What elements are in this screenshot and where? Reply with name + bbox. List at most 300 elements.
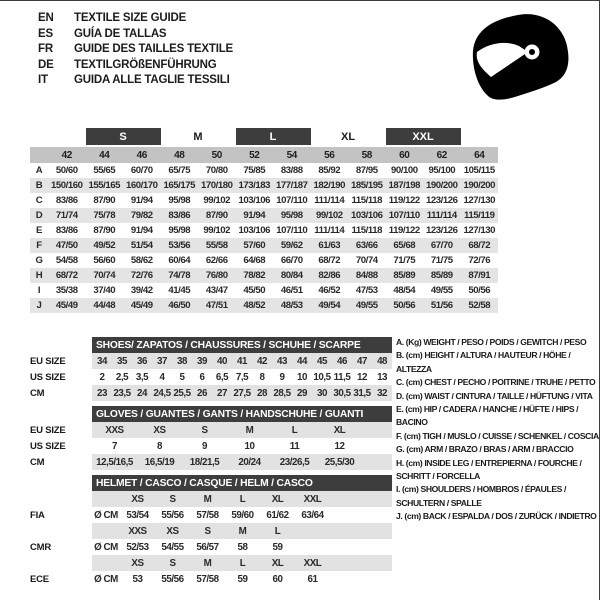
size-cell: 23,5 [112, 385, 132, 401]
measurement-cell: 64/68 [243, 255, 266, 266]
measurement-cell: 37/40 [93, 285, 116, 296]
legend-item: D. (cm) WAIST / CINTURA / TAILLE / HÜFTUNG / VITA [396, 390, 593, 401]
measurement-row [30, 223, 498, 238]
measurement-cell: 71/75 [430, 255, 453, 266]
measurement-cell: 83/86 [55, 195, 78, 206]
measurement-cell: 70/74 [355, 255, 378, 266]
size-group-xl: XL [311, 128, 386, 146]
measurement-cell: 45/50 [243, 285, 266, 296]
legend-item: E. (cm) HIP / CADERA / HANCHE / HÜFTE / HIPS / BACINO [396, 404, 579, 428]
measurement-cell: 47/53 [355, 285, 378, 296]
unit-spacer [92, 555, 120, 571]
measurement-cell: 111/114 [314, 195, 345, 206]
helmet-size-header: XL [260, 491, 295, 507]
size-cell: 11,5 [333, 371, 351, 383]
size-cell: 16,5/19 [137, 454, 182, 470]
helmet-size-cell: 61/62 [266, 509, 289, 521]
measurement-cell: 67/70 [423, 238, 461, 253]
measurement-cell: 83/88 [280, 165, 303, 176]
size-group-s: S [86, 128, 161, 146]
legend-item: I. (cm) SHOULDERS / HOMBROS / ÉPAULES / SCHULTERN / SPALLE [396, 484, 566, 508]
helmet-size-cell: 52/53 [126, 541, 149, 553]
measurement-cell: 55/65 [93, 165, 116, 176]
filler-cell [362, 454, 392, 470]
size-number-row [30, 146, 498, 163]
helmet-size-cell: 59 [237, 573, 248, 585]
row-label: US SIZE [30, 440, 66, 452]
group-spacer [30, 128, 86, 146]
measurement-cell: 127/130 [463, 195, 496, 206]
row-letter: A [35, 165, 43, 176]
measurement-cell: 190/200 [423, 178, 461, 193]
measurement-cell: 51/56 [423, 298, 461, 313]
measurement-cell: 170/180 [198, 178, 236, 193]
measurement-cell: 50/56 [468, 285, 491, 296]
language-row [38, 73, 233, 89]
row-label: CM [30, 387, 45, 399]
size-cell: 20/24 [227, 454, 272, 470]
size-cell: 5 [179, 371, 185, 383]
size-group-m: M [161, 128, 236, 146]
measurement-cell: 51/54 [123, 238, 161, 253]
helmet-size-header-row [30, 523, 392, 539]
measurement-row [30, 193, 498, 208]
size-cell: 35 [112, 353, 132, 369]
measurement-cell: 44/48 [86, 298, 124, 313]
measurement-cell: 74/78 [161, 268, 199, 283]
row-letter: I [37, 285, 41, 296]
measurement-cell: 52/58 [461, 298, 499, 313]
helmet-size-cell: 63/64 [301, 509, 324, 521]
measurement-cell: 123/126 [426, 225, 458, 236]
label-spacer [30, 337, 92, 353]
size-cell: 43 [272, 353, 292, 369]
size-cell: 40 [212, 353, 232, 369]
measurement-cell: 72/76 [468, 255, 491, 266]
language-code: DE [38, 58, 54, 71]
size-cell: XS [137, 422, 182, 438]
size-header: 62 [423, 146, 461, 163]
measurement-cell: 91/94 [130, 195, 153, 206]
size-cell: M [227, 422, 272, 438]
helmet-size-cell: 55/56 [161, 573, 184, 585]
size-cell: S [182, 422, 227, 438]
size-cell: L [272, 422, 317, 438]
language-row [38, 11, 233, 27]
gloves-size-table [30, 406, 392, 470]
row-letter: C [35, 195, 43, 206]
measurement-cell: 54/58 [55, 255, 78, 266]
standard-label: FIA [30, 509, 45, 521]
size-cell: 34 [92, 353, 112, 369]
measurement-cell: 85/89 [423, 268, 461, 283]
size-cell: 27,5 [232, 385, 252, 401]
size-header: 52 [236, 146, 274, 163]
measurement-cell: 99/102 [203, 225, 231, 236]
measurement-cell: 82/86 [311, 268, 349, 283]
size-header: 54 [273, 146, 311, 163]
measurement-cell: 83/86 [161, 208, 199, 223]
size-cell: 44 [292, 353, 312, 369]
size-cell: 6,5 [215, 371, 229, 383]
helmet-size-header: XL [260, 555, 295, 571]
size-cell: 26 [192, 385, 212, 401]
measurement-cell: 43/47 [205, 285, 228, 296]
size-cell: 4 [159, 371, 165, 383]
helmet-size-header: XXL [295, 491, 330, 507]
helmet-size-cell: 59 [272, 541, 283, 553]
measurement-cell: 49/55 [430, 285, 453, 296]
helmet-value-row [30, 571, 392, 587]
helmet-size-cell: 55/56 [161, 509, 184, 521]
unit-label: Ø CM [94, 573, 118, 585]
measurement-cell: 95/98 [168, 225, 191, 236]
size-header: 48 [161, 146, 199, 163]
measurement-cell: 91/94 [236, 208, 274, 223]
measurement-row [30, 178, 498, 193]
legend-item: H. (cm) INSIDE LEG / ENTREPIERNA / FOURCHE / SCHRITT / FORCELLA [396, 457, 582, 482]
size-group-l: L [236, 128, 311, 146]
measurement-cell: 87/90 [198, 208, 236, 223]
unit-spacer [92, 523, 120, 539]
helmet-size-header-row [30, 555, 392, 571]
measurement-cell: 99/102 [311, 208, 349, 223]
size-cell: 47 [352, 353, 372, 369]
row-label: US SIZE [30, 371, 66, 383]
measurement-cell: 72/76 [123, 268, 161, 283]
textile-size-table [30, 128, 498, 313]
measurement-cell: 111/114 [423, 208, 461, 223]
measurement-cell: 107/110 [276, 225, 308, 236]
measurement-cell: 60/64 [168, 255, 191, 266]
language-row [38, 42, 233, 58]
size-cell: 39 [192, 353, 212, 369]
measurement-cell: 60/70 [130, 165, 153, 176]
legend-item: C. (cm) CHEST / PECHO / POITRINE / TRUHE / PETTO [396, 377, 596, 388]
table-title-row [30, 475, 392, 491]
legend-item: J. (cm) BACK / ESPALDA / DOS / ZURÜCK / INDIETRO [396, 511, 597, 522]
measurement-cell: 58/62 [130, 255, 153, 266]
measurement-cell: 59/62 [273, 238, 311, 253]
measurement-cell: 105/115 [463, 165, 495, 176]
size-header: 42 [48, 146, 86, 163]
size-cell: 30 [312, 385, 332, 401]
filler-cell [330, 571, 392, 587]
language-row [38, 27, 233, 43]
measurement-cell: 115/118 [351, 225, 383, 236]
helmet-size-table-body [30, 475, 392, 587]
measurement-cell: 70/74 [86, 268, 124, 283]
row-letter: H [30, 268, 48, 283]
measurement-cell: 90/100 [390, 165, 418, 176]
measurement-cell: 47/51 [198, 298, 236, 313]
size-cell: XL [317, 422, 362, 438]
label-spacer [30, 406, 92, 422]
measurement-cell: 46/51 [280, 285, 303, 296]
helmet-size-cell: 57/58 [196, 509, 219, 521]
measurement-cell: 48/54 [393, 285, 416, 296]
filler-cell [362, 438, 392, 454]
gloves-size-table-body [30, 406, 392, 470]
row-label: CM [30, 456, 45, 468]
filler-cell [330, 555, 392, 571]
measurement-cell: 45/49 [123, 298, 161, 313]
measurement-cell: 75/85 [243, 165, 266, 176]
size-cell: 32 [372, 385, 392, 401]
row-letter: G [35, 255, 43, 266]
helmet-size-header: L [225, 491, 260, 507]
size-cell: 31,5 [352, 385, 372, 401]
size-cell: 38 [172, 353, 192, 369]
legend-item: F. (cm) TIGH / MUSLO / CUISSE / SCHENKEL / COSCIA [396, 430, 599, 441]
language-row [38, 58, 233, 74]
row-letter: B [30, 178, 48, 193]
size-cell: 23/26,5 [272, 454, 317, 470]
helmet-size-header-row [30, 491, 392, 507]
language-code: EN [38, 12, 54, 24]
shoes-size-row [30, 369, 392, 385]
measurement-cell: 62/66 [205, 255, 228, 266]
size-cell: 7 [112, 440, 117, 452]
size-cell: 7,5 [235, 371, 249, 383]
guide-title: TEXTILGRÖßENFÜHRUNG [74, 58, 217, 71]
measurement-cell: 78/82 [236, 268, 274, 283]
measurement-cell: 68/72 [461, 238, 499, 253]
measurement-cell: 87/90 [93, 225, 116, 236]
row-letter: D [30, 208, 48, 223]
size-cell: 30,5 [332, 385, 352, 401]
size-cell: 48 [372, 353, 392, 369]
helmet-size-table [30, 475, 392, 587]
measurement-cell: 127/130 [463, 225, 496, 236]
size-cell: 9 [202, 440, 207, 452]
legend-item: G. (cm) ARM / BRAZO / BRAS / ARM / BRACCIO [396, 444, 574, 455]
measurement-row [30, 208, 498, 223]
measurement-cell: 83/86 [55, 225, 78, 236]
filler-cell [330, 539, 392, 555]
unit-label: Ø CM [94, 509, 118, 521]
size-cell: 11 [289, 440, 300, 452]
measurement-cell: 66/70 [280, 255, 303, 266]
measurement-cell: 35/38 [55, 285, 78, 296]
measurement-cell: 48/52 [236, 298, 274, 313]
helmet-size-header [295, 523, 330, 539]
shoes-size-table-body [30, 337, 392, 401]
size-cell: 12 [357, 371, 367, 383]
helmet-size-header: M [190, 491, 225, 507]
language-title-block [38, 11, 233, 89]
measurement-cell: 115/118 [351, 195, 383, 206]
shoes-size-row [30, 385, 392, 401]
measurement-cell: 76/80 [198, 268, 236, 283]
guide-title: TEXTILE SIZE GUIDE [74, 12, 187, 24]
measurement-cell: 46/50 [161, 298, 199, 313]
measurement-cell: 173/183 [236, 178, 274, 193]
helmet-title: HELMET / CASCO / CASQUE / HELM / CASCO [92, 475, 392, 491]
measurement-cell: 57/60 [236, 238, 274, 253]
size-cell: 46 [332, 353, 352, 369]
measurement-cell: 123/126 [426, 195, 458, 206]
helmet-size-header: XS [120, 491, 155, 507]
label-spacer [30, 523, 92, 539]
measurement-cell: 107/110 [386, 208, 424, 223]
size-cell: 25,5/30 [317, 454, 362, 470]
gloves-size-row [30, 454, 392, 470]
measurement-legend [396, 336, 600, 524]
size-header: 60 [386, 146, 424, 163]
label-spacer [30, 475, 92, 491]
measurement-cell: 185/195 [348, 178, 386, 193]
measurement-cell: 111/114 [314, 225, 345, 236]
size-cell: 10 [297, 371, 307, 383]
helmet-size-cell: 53 [132, 573, 143, 585]
measurement-cell: 80/84 [273, 268, 311, 283]
helmet-size-cell: 54/55 [161, 541, 184, 553]
measurement-cell: 49/54 [311, 298, 349, 313]
shoes-title: SHOES/ ZAPATOS / CHAUSSURES / SCHUHE / SCARPE [92, 337, 392, 353]
measurement-row [30, 253, 498, 268]
unit-spacer [92, 491, 120, 507]
helmet-size-header: XXL [295, 555, 330, 571]
size-cell: 8 [157, 440, 162, 452]
measurement-cell: 115/119 [461, 208, 499, 223]
helmet-size-cell: 58 [237, 541, 248, 553]
size-cell: 3,5 [135, 371, 149, 383]
measurement-cell: 63/66 [348, 238, 386, 253]
helmet-size-header: S [155, 491, 190, 507]
measurement-cell: 68/72 [318, 255, 341, 266]
measurement-cell: 46/52 [318, 285, 341, 296]
measurement-cell: 68/72 [48, 268, 86, 283]
measurement-cell: 103/106 [238, 225, 271, 236]
measurement-cell: 160/170 [123, 178, 161, 193]
measurement-row [30, 298, 498, 313]
size-cell: 10,5 [313, 371, 331, 383]
table-title-row [30, 337, 392, 353]
measurement-cell: 39/42 [130, 285, 153, 296]
guide-title: GUIDE DES TAILLES TEXTILE [74, 43, 233, 56]
shoes-size-row [30, 353, 392, 369]
helmet-size-header: XXS [120, 523, 155, 539]
measurement-cell: 75/78 [86, 208, 124, 223]
measurement-row [30, 268, 498, 283]
size-cell: 36 [132, 353, 152, 369]
size-cell: 37 [152, 353, 172, 369]
language-code: FR [38, 43, 53, 56]
measurement-cell: 55/58 [198, 238, 236, 253]
size-cell: 27 [212, 385, 232, 401]
measurement-cell: 177/187 [273, 178, 311, 193]
measurement-cell: 187/198 [386, 178, 424, 193]
measurement-row [30, 283, 498, 298]
measurement-cell: 49/52 [86, 238, 124, 253]
language-code: ES [38, 27, 53, 40]
measurement-cell: 50/56 [386, 298, 424, 313]
measurement-cell: 85/89 [386, 268, 424, 283]
measurement-cell: 61/63 [311, 238, 349, 253]
legend-item: A. (Kg) WEIGHT / PESO / POIDS / GEWITCH / PESO [396, 337, 587, 347]
measurement-row [30, 163, 498, 178]
measurement-cell: 190/200 [461, 178, 499, 193]
measurement-cell: 150/160 [48, 178, 86, 193]
gloves-size-row [30, 438, 392, 454]
row-label: EU SIZE [30, 355, 66, 367]
size-cell: 8 [259, 371, 265, 383]
filler-cell [330, 507, 392, 523]
size-cell: 28,5 [272, 385, 292, 401]
filler-cell [330, 491, 392, 507]
size-col-spacer [30, 146, 48, 163]
helmet-size-header: L [225, 555, 260, 571]
size-cell: 12 [334, 440, 345, 452]
size-group-xxl: XXL [386, 128, 461, 146]
measurement-cell: 95/98 [168, 195, 191, 206]
helmet-size-header: S [155, 555, 190, 571]
gloves-title: GLOVES / GUANTES / GANTS / HANDSCHUHE / GUANTI [92, 406, 392, 422]
measurement-cell: 84/88 [348, 268, 386, 283]
filler-cell [362, 422, 392, 438]
helmet-icon [460, 7, 580, 109]
measurement-cell: 87/91 [461, 268, 499, 283]
helmet-size-cell: 59/60 [231, 509, 254, 521]
group-spacer [461, 128, 499, 146]
helmet-size-cell: 61 [307, 573, 318, 585]
size-cell: 2 [99, 371, 105, 383]
measurement-cell: 85/92 [318, 165, 341, 176]
helmet-size-header: M [225, 523, 260, 539]
measurement-cell: 87/90 [93, 195, 116, 206]
measurement-cell: 91/94 [130, 225, 153, 236]
label-spacer [30, 491, 92, 507]
measurement-cell: 47/50 [48, 238, 86, 253]
helmet-value-row [30, 507, 392, 523]
size-cell: 41 [232, 353, 252, 369]
size-cell: 2,5 [115, 371, 129, 383]
measurement-cell: 95/98 [273, 208, 311, 223]
standard-label: ECE [30, 573, 49, 585]
size-cell: 24,5 [152, 385, 172, 401]
size-cell: 6 [199, 371, 205, 383]
measurement-cell: 119/122 [388, 225, 420, 236]
guide-title: GUIDA ALLE TAGLIE TESSILI [74, 74, 230, 87]
measurement-cell: 71/75 [393, 255, 416, 266]
size-cell: 29 [292, 385, 312, 401]
measurement-cell: 65/68 [386, 238, 424, 253]
measurement-cell: 79/82 [123, 208, 161, 223]
shoes-size-table [30, 337, 392, 401]
size-header: 64 [461, 146, 499, 163]
helmet-size-cell [295, 539, 330, 555]
size-group-row [30, 128, 498, 146]
helmet-size-cell: 53/54 [126, 509, 149, 521]
measurement-cell: 99/102 [203, 195, 231, 206]
helmet-size-header: XS [155, 523, 190, 539]
helmet-size-header: S [190, 523, 225, 539]
helmet-size-cell: 60 [272, 573, 283, 585]
measurement-cell: 65/75 [168, 165, 191, 176]
helmet-size-cell: 57/58 [196, 573, 219, 585]
gloves-size-row [30, 422, 392, 438]
size-cell: 18/21,5 [182, 454, 227, 470]
helmet-size-cell: 56/57 [196, 541, 219, 553]
size-cell: 45 [312, 353, 332, 369]
row-letter: E [36, 225, 42, 236]
size-cell: 23 [92, 385, 112, 401]
row-letter: J [30, 298, 48, 313]
measurement-cell: 49/55 [348, 298, 386, 313]
measurement-cell: 70/80 [205, 165, 228, 176]
measurement-cell: 71/74 [48, 208, 86, 223]
